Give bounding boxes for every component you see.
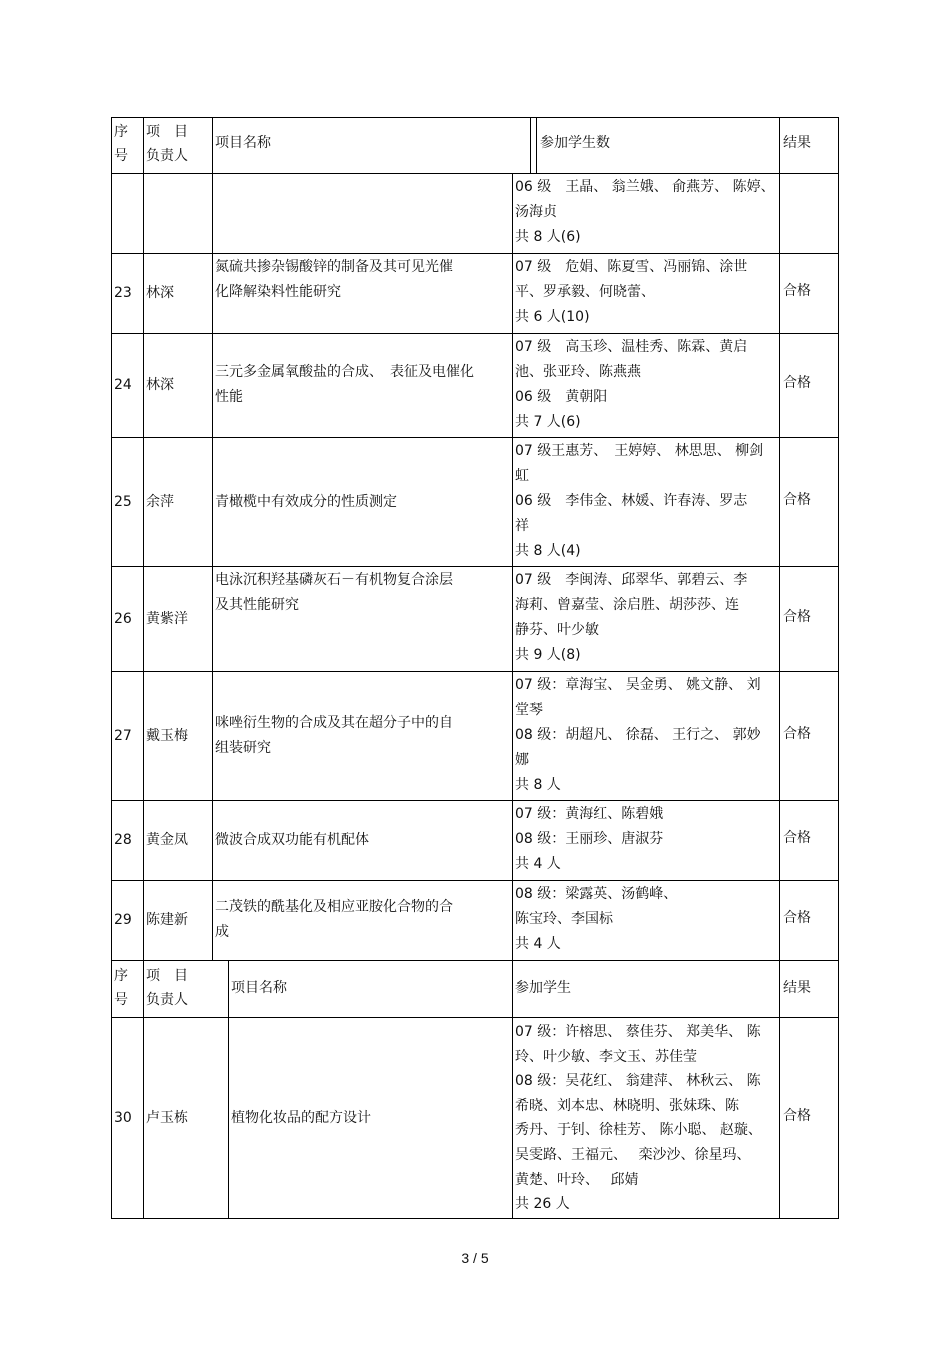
row-number: 23: [114, 285, 132, 301]
row-number: 25: [114, 493, 132, 510]
row-students: 秀丹、于钊、徐桂芳、 陈小聪、 赵璇、: [515, 1122, 762, 1139]
row-students: 希晓、刘本忠、林晓明、张妹珠、陈: [515, 1097, 739, 1114]
header-project-name: 项目名称: [231, 980, 287, 996]
row-project-name: 电泳沉积羟基磷灰石－有机物复合涂层: [215, 572, 453, 588]
row-project-name: 性能: [215, 389, 243, 405]
row-students: 池、张亚玲、陈燕燕: [515, 364, 641, 380]
row-result: 合格: [783, 1107, 811, 1124]
row-students: 共 26 人: [515, 1196, 570, 1213]
row-students: 共 7 人(6): [515, 414, 581, 430]
row-students: 07 级：黄海红、陈碧娥: [515, 806, 664, 822]
header-leader: 负责人: [146, 992, 188, 1008]
header-leader: 项 目: [146, 968, 188, 984]
row-result: 合格: [783, 283, 811, 299]
row-number: 26: [114, 610, 132, 627]
row-students: 共 4 人: [515, 856, 561, 872]
row-project-name: 微波合成双功能有机配体: [215, 832, 369, 848]
row-leader: 卢玉栋: [146, 1109, 188, 1126]
row-students: 08 级：胡超凡、 徐磊、 王行之、 郭妙: [515, 727, 761, 743]
header-leader: 项 目: [146, 124, 188, 140]
row-leader: 戴玉梅: [146, 727, 188, 744]
row-project-name: 青橄榄中有效成分的性质测定: [215, 493, 397, 510]
row-project-name: 咪唑衍生物的合成及其在超分子中的自: [215, 714, 453, 731]
row-students: 07 级：许榕思、 蔡佳芬、 郑美华、 陈: [515, 1024, 761, 1040]
row-project-name: 化降解染料性能研究: [215, 284, 341, 300]
row-leader: 林深: [146, 377, 174, 393]
row-number: 24: [114, 377, 132, 393]
row-project-name: 组装研究: [215, 739, 271, 756]
row-number: 27: [114, 727, 132, 744]
row-leader: 陈建新: [146, 912, 188, 928]
row-students: 祥: [515, 518, 529, 534]
row-project-name: 三元多金属氧酸盐的合成、 表征及电催化: [215, 364, 474, 380]
row-project-name: 植物化妆品的配方设计: [231, 1109, 371, 1126]
row-students: 共 8 人: [515, 777, 561, 793]
row-result: 合格: [783, 491, 811, 508]
row-students: 06 级 黄朝阳: [515, 389, 608, 405]
row-leader: 余萍: [146, 493, 174, 510]
row-students: 07 级 高玉珍、温桂秀、陈霖、黄启: [515, 339, 748, 355]
row-result: 合格: [783, 830, 811, 846]
row-students: 黄楚、叶玲、 邱婧: [515, 1171, 639, 1188]
row-students: 共 8 人(4): [515, 543, 581, 559]
row-students: 海莉、曾嘉莹、涂启胜、胡莎莎、连: [515, 597, 739, 613]
row-students: 玲、叶少敏、李文玉、苏佳莹: [515, 1048, 697, 1065]
header-project-name: 项目名称: [215, 135, 271, 151]
row-students: 07 级 危娟、陈夏雪、冯丽锦、涂世: [515, 259, 748, 275]
row-students: 吴雯路、王福元、 栾沙沙、徐星玛、: [515, 1147, 751, 1163]
header-result: 结果: [783, 980, 811, 996]
row-students: 平、罗承毅、何晓蕾、: [515, 284, 655, 300]
row-result: 合格: [783, 910, 811, 926]
header-students: 参加学生: [515, 980, 571, 996]
row-number: 30: [114, 1109, 132, 1126]
row-students: 共 6 人(10): [515, 309, 590, 325]
row-students: 堂琴: [515, 702, 543, 718]
row-students: 08 级：王丽珍、唐淑芬: [515, 831, 664, 847]
header-result: 结果: [783, 135, 811, 151]
row-result: 合格: [783, 375, 811, 391]
row-students: 虹: [515, 468, 529, 484]
row-result: 合格: [783, 608, 811, 625]
row-leader: 林深: [146, 285, 174, 301]
header-seq: 号: [114, 992, 128, 1008]
row-number: 29: [114, 912, 132, 928]
row-students: 08 级：梁露英、汤鹤峰、: [515, 886, 678, 902]
row-students: 07 级王惠芳、 王婷婷、 林思思、 柳剑: [515, 443, 764, 459]
row-students: 汤海贞: [515, 204, 557, 220]
row-project-name: 及其性能研究: [215, 597, 299, 613]
row-students: 08 级：吴花红、 翁建萍、 林秋云、 陈: [515, 1073, 761, 1090]
header-seq: 号: [114, 148, 128, 164]
page-number: 3 / 5: [461, 1250, 489, 1266]
header-seq: 序: [114, 968, 128, 984]
header-students: 参加学生数: [540, 135, 610, 151]
row-leader: 黄紫洋: [146, 610, 188, 627]
row-students: 共 8 人(6): [515, 229, 581, 245]
row-result: 合格: [783, 725, 811, 742]
header-seq: 序: [114, 124, 128, 140]
row-leader: 黄金凤: [146, 832, 188, 848]
row-project-name: 氮硫共掺杂锡酸锌的制备及其可见光催: [215, 259, 453, 275]
row-project-name: 成: [215, 924, 229, 940]
row-students: 07 级 李闽涛、邱翠华、郭碧云、李: [515, 572, 748, 588]
row-students: 07 级：章海宝、 吴金勇、 姚文静、 刘: [515, 677, 761, 693]
row-students: 陈宝玲、李国标: [515, 911, 613, 927]
row-project-name: 二茂铁的酰基化及相应亚胺化合物的合: [215, 899, 453, 915]
row-students: 共 4 人: [515, 936, 561, 952]
row-students: 共 9 人(8): [515, 647, 581, 663]
row-number: 28: [114, 832, 132, 848]
row-students: 06 级 王晶、 翁兰娥、 俞燕芳、 陈婷、: [515, 179, 775, 195]
header-leader: 负责人: [146, 148, 188, 164]
row-students: 娜: [515, 752, 529, 768]
row-students: 06 级 李伟金、林媛、许春涛、罗志: [515, 493, 748, 509]
row-students: 静芬、叶少敏: [515, 622, 599, 638]
